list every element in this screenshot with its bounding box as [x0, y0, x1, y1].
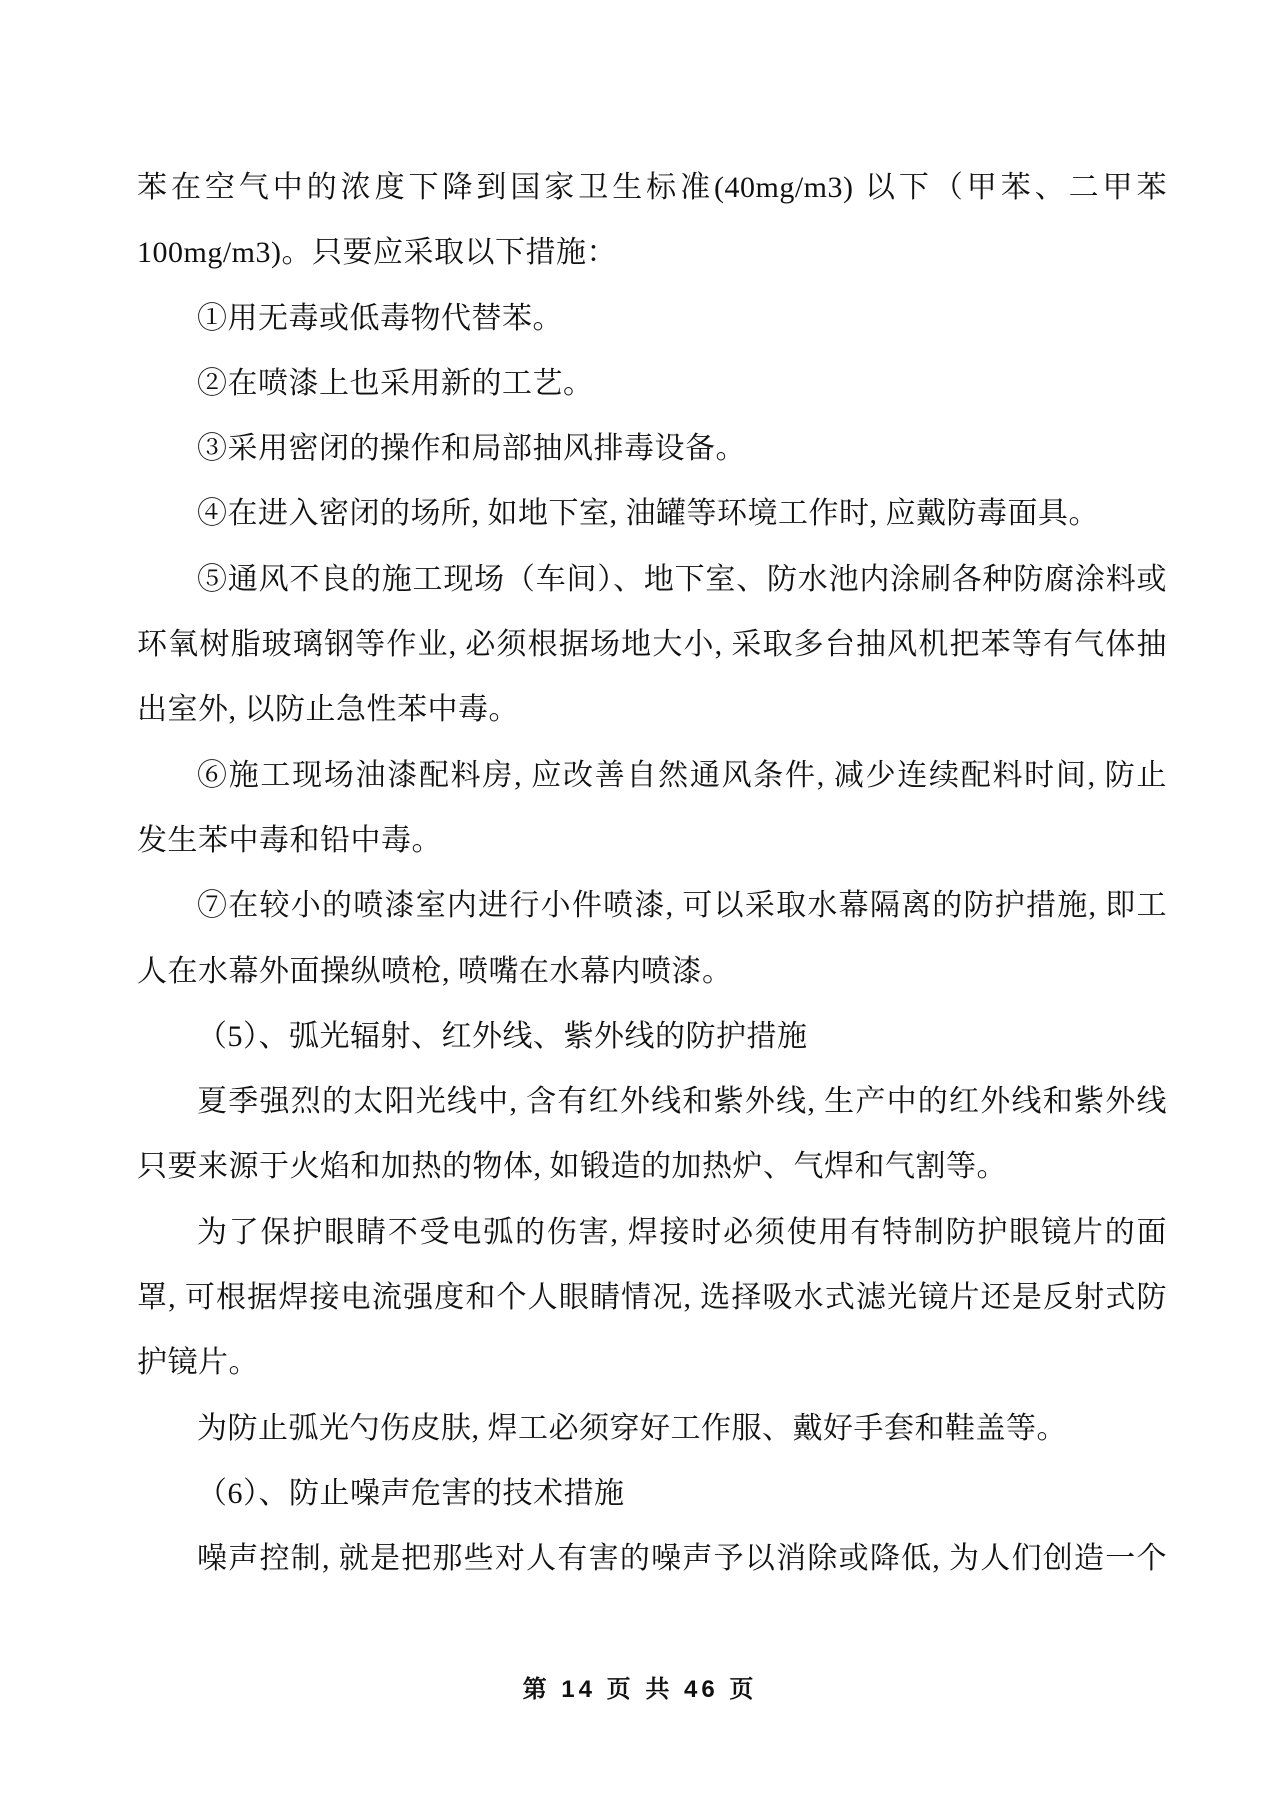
text-line: ④在进入密闭的场所, 如地下室, 油罐等环境工作时, 应戴防毒面具。	[197, 497, 1099, 531]
text-line: 噪声控制, 就是把那些对人有害的噪声予以消除或降低, 为人们创造一个	[197, 1542, 1167, 1576]
page-footer	[0, 1672, 1280, 1708]
text-line: ②在喷漆上也采用新的工艺。	[197, 366, 594, 400]
text-line: 苯在空气中的浓度下降到国家卫生标准(40mg/m3) 以下（甲苯、二甲苯	[137, 171, 1167, 204]
text-line: 环氧树脂玻璃钢等作业, 必须根据场地大小, 采取多台抽风机把苯等有气体抽	[137, 628, 1167, 662]
text-line: 为防止弧光勺伤皮肤, 焊工必须穿好工作服、戴好手套和鞋盖等。	[197, 1411, 1067, 1445]
section-heading: （5）、弧光辐射、红外线、紫外线的防护措施	[197, 1019, 808, 1053]
text-line: 人在水幕外面操纵喷枪, 喷嘴在水幕内喷漆。	[137, 954, 733, 988]
text-line: 只要来源于火焰和加热的物体, 如锻造的加热炉、气焊和气割等。	[137, 1150, 1007, 1184]
section-heading: （6）、防止噪声危害的技术措施	[197, 1476, 625, 1510]
page-number: 第 14 页 共 46 页	[522, 1676, 758, 1703]
text-line: 为了保护眼睛不受电弧的伤害, 焊接时必须使用有特制防护眼镜片的面	[197, 1215, 1167, 1249]
text-line: 夏季强烈的太阳光线中, 含有红外线和紫外线, 生产中的红外线和紫外线	[197, 1085, 1167, 1119]
text-line: 罩, 可根据焊接电流强度和个人眼睛情况, 选择吸水式滤光镜片还是反射式防	[137, 1281, 1167, 1315]
document-body	[137, 155, 1167, 1592]
text-line: 100mg/m3)。只要应采取以下措施：	[137, 236, 617, 270]
text-line: 出室外, 以防止急性苯中毒。	[137, 693, 519, 727]
text-line: ⑥施工现场油漆配料房, 应改善自然通风条件, 减少连续配料时间, 防止	[197, 758, 1167, 792]
text-line: 护镜片。	[137, 1346, 259, 1380]
text-line: ⑦在较小的喷漆室内进行小件喷漆, 可以采取水幕隔离的防护措施, 即工	[197, 889, 1167, 923]
text-line: ⑤通风不良的施工现场（车间）、地下室、防水池内涂刷各种防腐涂料或	[197, 562, 1167, 596]
text-line: 发生苯中毒和铅中毒。	[137, 823, 442, 857]
text-line: ①用无毒或低毒物代替苯。	[197, 301, 563, 335]
text-line: ③采用密闭的操作和局部抽风排毒设备。	[197, 432, 746, 466]
